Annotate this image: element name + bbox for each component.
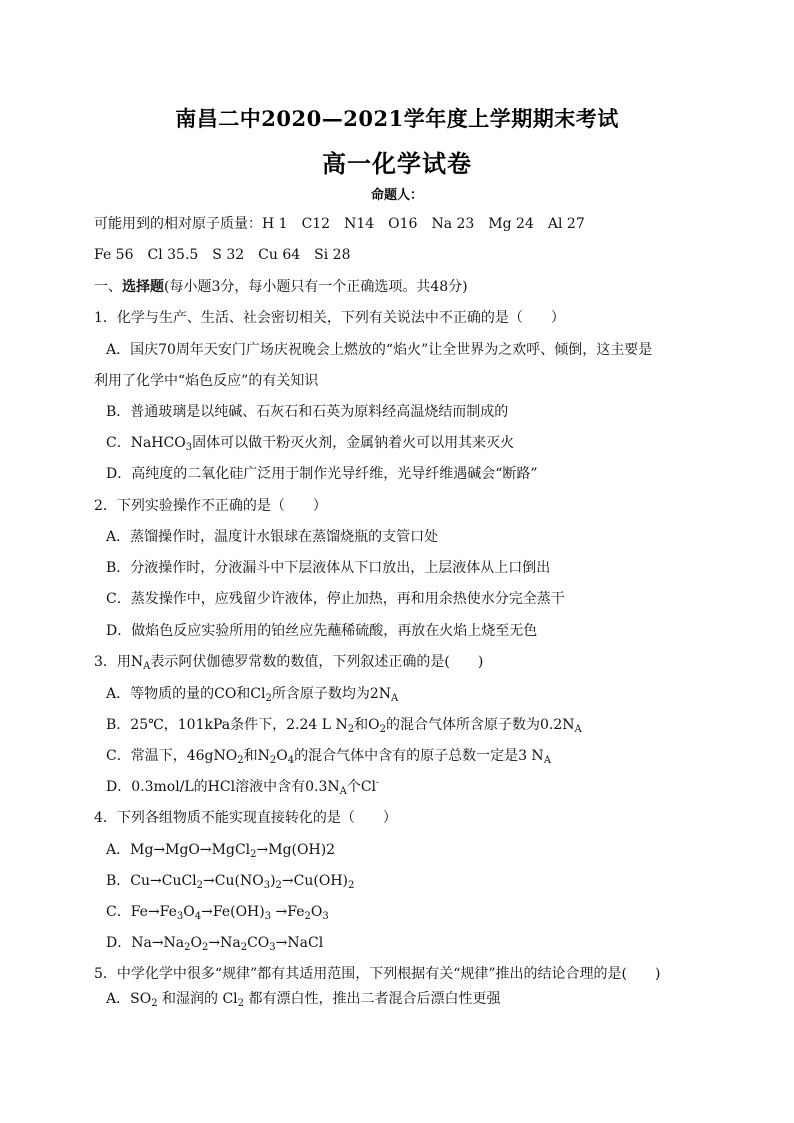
question-2-option-c: C．蒸发操作中，应残留少许液体，停止加热，再和用余热使水分完全蒸干 <box>106 591 565 607</box>
question-5-option-a: A．$SO_2$ 和湿润的 $Cl_2$ 都有漂白性，推出二者混合后漂白性更强 <box>106 991 501 1009</box>
question-2-option-b: B．分液操作时，分液漏斗中下层液体从下口放出，上层液体从上口倒出 <box>106 560 551 576</box>
question-3-option-b: B．25℃，101kPa条件下，2.24 L $N_2$和$O_2$的混合气体所含原子数为$0.2N_A$ <box>106 717 582 735</box>
section-note: (每小题3分，每小题只有一个正确选项。共48分) <box>164 279 468 295</box>
question-2-option-d: D．做焰色反应实验所用的铂丝应先蘸稀硫酸，再放在火焰上烧至无色 <box>106 623 538 639</box>
question-4-option-b: B．$Cu\to CuCl_2\to Cu(NO_3)_2\to Cu(OH)_2$ <box>106 873 355 891</box>
question-1-option-d: D．高纯度的二氧化硅广泛用于制作光导纤维，光导纤维遇碱会“断路” <box>106 466 538 482</box>
section-number: 一、 <box>94 279 122 295</box>
question-4-option-c: C．$Fe\to Fe_3O_4\to Fe(OH)_3 \to Fe_2O_3$ <box>106 904 329 922</box>
question-3-option-a: A．等物质的量的CO和$Cl_2$所含原子数均为$2N_A$ <box>106 686 399 704</box>
question-1-option-b: B．普通玻璃是以纯碱、石灰石和石英为原料经高温烧结而制成的 <box>106 404 509 420</box>
exam-subtitle: 高一化学试卷 <box>322 149 472 178</box>
question-4-option-a: A．Mg→MgO→MgCl$_2$→Mg(OH)2 <box>106 842 336 860</box>
question-2-stem: 2．下列实验操作不正确的是（ ） <box>94 498 327 514</box>
section-heading <box>94 277 714 297</box>
question-4-option-d: D．$Na\to Na_2O_2\to Na_2CO_3\to NaCl$ <box>106 935 324 953</box>
question-3-option-c: C．常温下，46gNO$_2$和$N_2O_4$的混合气体中含有的原子总数一定是3 $N_A$ <box>106 748 551 766</box>
question-3-stem: 3．用$N_A$表示阿伏伽德罗常数的数值，下列叙述正确的是( ) <box>94 654 484 672</box>
section-title: 选择题 <box>122 279 164 295</box>
question-4-stem: 4．下列各组物质不能实现直接转化的是（ ） <box>94 810 397 826</box>
atomic-mass-line-2: Fe 56 Cl 35.5 S 32 Cu 64 Si 28 <box>94 247 351 263</box>
atomic-mass-line-1: 可能用到的相对原子质量：H 1 C12 N14 O16 Na 23 Mg 24 Al 27 <box>94 216 585 232</box>
question-1-option-a: A．国庆70周年天安门广场庆祝晚会上燃放的“焰火”让全世界为之欢呼、倾倒，这主要是 <box>106 342 653 358</box>
question-1-option-c: C．NaHCO$_3$固体可以做干粉灭火剂，金属钠着火可以用其来灭火 <box>106 435 515 453</box>
question-2-option-a: A．蒸馏操作时，温度计水银球在蒸馏烧瓶的支管口处 <box>106 529 439 545</box>
author-label: 命题人： <box>370 188 423 203</box>
question-1-stem: 1．化学与生产、生活、社会密切相关，下列有关说法中不正确的是（ ） <box>94 310 565 326</box>
question-1-option-a-cont: 利用了化学中“焰色反应”的有关知识 <box>94 373 319 389</box>
exam-title: 南昌二中2020—2021学年度上学期期末考试 <box>175 106 619 131</box>
question-3-option-d: D．0.3mol/L的HCl溶液中含有$0.3N_A$个Cl- <box>106 778 380 797</box>
question-5-stem: 5．中学化学中很多“规律”都有其适用范围，下列根据有关“规律”推出的结论合理的是( ) <box>94 966 661 982</box>
